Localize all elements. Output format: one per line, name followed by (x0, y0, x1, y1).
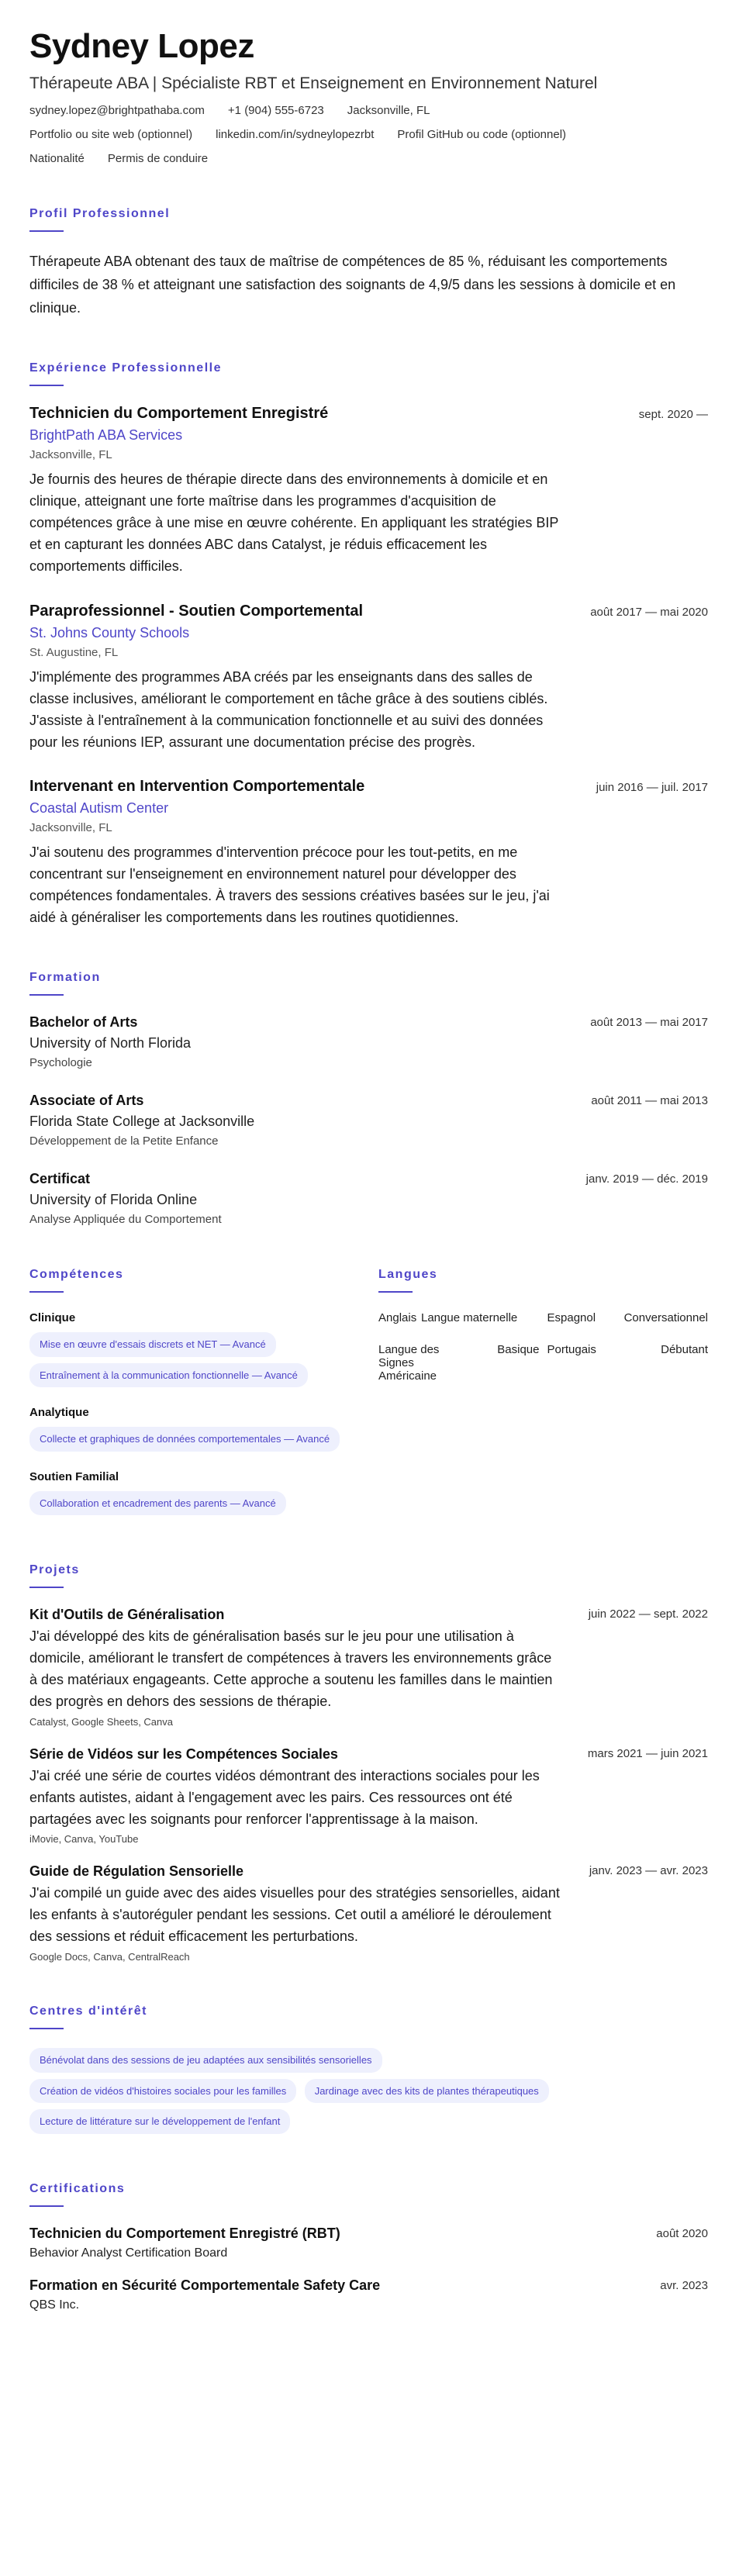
contact-row-extra (29, 152, 708, 165)
language-level: Débutant (661, 1343, 708, 1357)
field-of-study: Développement de la Petite Enfance (29, 1134, 219, 1148)
employer-name: St. Johns County Schools (29, 624, 190, 641)
job-description: Je fournis des heures de thérapie directe dans des environnements à domicile et en clinique, atteignant une forte maîtrise dans les programmes d'acquisition de compétences grâce à une mise en œuvre cohérente. En appliquant les stratégies BIP et en capturant les données ABC dans Catalyst, je réduis efficacement les comportements difficiles. (29, 471, 559, 575)
section-title: Compétences (29, 1268, 124, 1282)
education-entry (29, 1014, 708, 1069)
language-level: Conversationnel (623, 1311, 708, 1325)
skills-languages-row (29, 1268, 708, 1521)
profile-section (29, 207, 708, 319)
project-description: J'ai compilé un guide avec des aides visuelles pour des stratégies sensorielles, aidant les enfants à s'autoréguler pendant les sessions. Cet outil a amélioré le déroulement des sessions et réduit efficacement les perturbations. (29, 1885, 560, 1945)
degree: Associate of Arts (29, 1093, 144, 1109)
interest-tag: Jardinage avec des kits de plantes thérapeutiques (305, 2079, 549, 2104)
skill-tag-list (29, 1427, 347, 1458)
section-title: Langues (378, 1268, 438, 1282)
project-title: Guide de Régulation Sensorielle (29, 1863, 244, 1880)
education-section (29, 971, 708, 1226)
entry-date: janv. 2019 — déc. 2019 (585, 1172, 708, 1186)
experience-entry (29, 778, 708, 929)
section-divider (29, 1587, 64, 1588)
entry-date: août 2011 — mai 2013 (591, 1094, 708, 1108)
contact-row-primary (29, 104, 708, 117)
project-description: J'ai créé une série de courtes vidéos démontrant des interactions sociales pour les enfants autistes, aidant à l'engagement avec les pairs. Ces ressources ont été partagées avec les soignants pour renforcer l'apprentissage à la maison. (29, 1767, 540, 1827)
skill-tag-list (29, 1332, 347, 1393)
entry-date: août 2020 (656, 2226, 708, 2240)
candidate-name: Sydney Lopez (29, 27, 254, 65)
contact-github[interactable]: Profil GitHub ou code (optionnel) (397, 128, 567, 142)
entry-date: août 2017 — mai 2020 (590, 605, 708, 619)
employer-name: Coastal Autism Center (29, 800, 169, 817)
section-title: Certifications (29, 2181, 126, 2195)
entry-date: avr. 2023 (660, 2278, 708, 2292)
skill-tag: Collaboration et encadrement des parents — Avancé (29, 1491, 286, 1516)
skills-section (29, 1268, 347, 1521)
language-level: Langue maternelle (421, 1311, 518, 1325)
job-description: J'implémente des programmes ABA créés par les enseignants dans des salles de classe inclusives, améliorant le comportement en tâche grâce à des soutiens ciblés. J'assiste à l'entraînement à la communication fonctionnelle et au suivi des données pour les réunions IEP, assurant une documentation précise des progrès. (29, 668, 548, 750)
project-tools: Google Docs, Canva, CentralReach (29, 1951, 190, 1963)
section-divider (29, 230, 64, 232)
contact-email[interactable]: sydney.lopez@brightpathaba.com (29, 104, 205, 118)
skill-tag: Entraînement à la communication fonctionnelle — Avancé (29, 1363, 308, 1388)
language-item (547, 1343, 709, 1383)
contact-location: Jacksonville, FL (347, 104, 430, 118)
contact-row-links (29, 128, 708, 141)
section-title: Centres d'intérêt (29, 2005, 147, 2018)
interest-tag-list (29, 2048, 708, 2140)
experience-entry (29, 405, 708, 577)
job-title: Intervenant en Intervention Comportementale (29, 778, 365, 796)
section-divider (378, 1291, 413, 1293)
language-list (378, 1311, 708, 1383)
entry-date: juin 2016 — juil. 2017 (596, 781, 708, 795)
project-description: J'ai développé des kits de généralisation basés sur le jeu pour une utilisation à domicile, améliorant le transfert de compétences à travers les environnements grâce à des matériaux engageants. Cette approche a soutenu les familles dans le maintien des progrès en dehors des sessions de thérapie. (29, 1628, 553, 1709)
resume-header (29, 28, 708, 165)
skill-category-title: Clinique (29, 1311, 76, 1325)
section-title: Formation (29, 971, 101, 985)
project-entry (29, 1746, 708, 1846)
project-tools: Catalyst, Google Sheets, Canva (29, 1715, 173, 1728)
section-divider (29, 2028, 64, 2029)
project-tools: iMovie, Canva, YouTube (29, 1833, 139, 1846)
project-title: Kit d'Outils de Généralisation (29, 1607, 225, 1623)
certification-name: Technicien du Comportement Enregistré (RBT) (29, 2225, 340, 2241)
certification-issuer: Behavior Analyst Certification Board (29, 2246, 228, 2260)
section-title: Projets (29, 1563, 80, 1577)
experience-entry (29, 603, 708, 754)
projects-section (29, 1563, 708, 1963)
entry-date: sept. 2020 — (638, 408, 708, 422)
education-entry (29, 1171, 708, 1226)
job-title: Paraprofessionnel - Soutien Comportemental (29, 602, 364, 620)
certification-name: Formation en Sécurité Comportementale Safety Care (29, 2277, 381, 2293)
interest-tag: Lecture de littérature sur le développement de l'enfant (29, 2109, 290, 2134)
job-location: Jacksonville, FL (29, 821, 112, 835)
interest-tag: Création de vidéos d'histoires sociales pour les familles (29, 2079, 296, 2104)
entry-date: janv. 2023 — avr. 2023 (589, 1864, 708, 1878)
experience-section (29, 361, 708, 929)
education-entry (29, 1093, 708, 1148)
school-name: Florida State College at Jacksonville (29, 1114, 255, 1130)
field-of-study: Analyse Appliquée du Comportement (29, 1213, 222, 1227)
languages-section (378, 1268, 708, 1521)
skill-tag: Collecte et graphiques de données comportementales — Avancé (29, 1427, 340, 1452)
contact-nationality: Nationalité (29, 152, 85, 166)
degree: Certificat (29, 1171, 91, 1187)
job-location: St. Augustine, FL (29, 645, 119, 659)
certifications-section (29, 2182, 708, 2312)
project-entry (29, 1607, 708, 1728)
project-title: Série de Vidéos sur les Compétences Sociales (29, 1746, 338, 1762)
contact-driving-license: Permis de conduire (107, 152, 209, 166)
section-divider (29, 1291, 64, 1293)
project-entry (29, 1863, 708, 1963)
certification-entry (29, 2277, 708, 2312)
language-name: Langue des Signes Américaine (378, 1343, 440, 1383)
language-item (547, 1311, 709, 1324)
profile-summary: Thérapeute ABA obtenant des taux de maîtrise de compétences de 85 %, réduisant les comportements difficiles de 38 % et atteignant une satisfaction des soignants de 4,9/5 dans les sessions à domicile et en clinique. (29, 254, 676, 316)
skill-category-title: Soutien Familial (29, 1469, 119, 1483)
job-title: Technicien du Comportement Enregistré (29, 405, 329, 423)
language-name: Portugais (547, 1343, 596, 1357)
contact-portfolio[interactable]: Portfolio ou site web (optionnel) (29, 128, 193, 142)
section-title: Profil Professionnel (29, 207, 171, 221)
skill-category-title: Analytique (29, 1406, 89, 1420)
entry-date: mars 2021 — juin 2021 (587, 1746, 708, 1760)
certification-issuer: QBS Inc. (29, 2298, 80, 2312)
skill-tag: Mise en œuvre d'essais discrets et NET — Avancé (29, 1332, 276, 1357)
certification-entry (29, 2226, 708, 2260)
employer-name: BrightPath ABA Services (29, 427, 183, 444)
entry-date: août 2013 — mai 2017 (590, 1016, 708, 1030)
contact-linkedin[interactable]: linkedin.com/in/sydneylopezrbt (216, 128, 375, 142)
language-item (378, 1311, 540, 1324)
entry-date: juin 2022 — sept. 2022 (588, 1607, 708, 1621)
interest-tag: Bénévolat dans des sessions de jeu adaptées aux sensibilités sensorielles (29, 2048, 382, 2073)
job-description: J'ai soutenu des programmes d'intervention précoce pour les tout-petits, en me concentrant sur l'enseignement en environnement naturel pour développer des compétences fondamentales. À travers des sessions créatives basées sur le jeu, j'ai aidé à généraliser les comportements dans les routines quotidiennes. (29, 844, 550, 926)
section-divider (29, 385, 64, 386)
language-name: Anglais (378, 1311, 417, 1325)
language-level: Basique (497, 1343, 540, 1357)
school-name: University of North Florida (29, 1035, 192, 1051)
field-of-study: Psychologie (29, 1056, 92, 1070)
school-name: University of Florida Online (29, 1192, 198, 1208)
language-item (378, 1343, 540, 1383)
contact-phone[interactable]: +1 (904) 555-6723 (227, 104, 324, 118)
job-location: Jacksonville, FL (29, 448, 112, 462)
section-title: Expérience Professionnelle (29, 361, 222, 375)
skill-tag-list (29, 1491, 347, 1522)
interests-section (29, 2005, 708, 2140)
degree: Bachelor of Arts (29, 1014, 138, 1031)
section-divider (29, 2205, 64, 2207)
language-name: Espagnol (547, 1311, 596, 1325)
candidate-headline: Thérapeute ABA | Spécialiste RBT et Enseignement en Environnement Naturel (29, 74, 598, 93)
section-divider (29, 994, 64, 996)
